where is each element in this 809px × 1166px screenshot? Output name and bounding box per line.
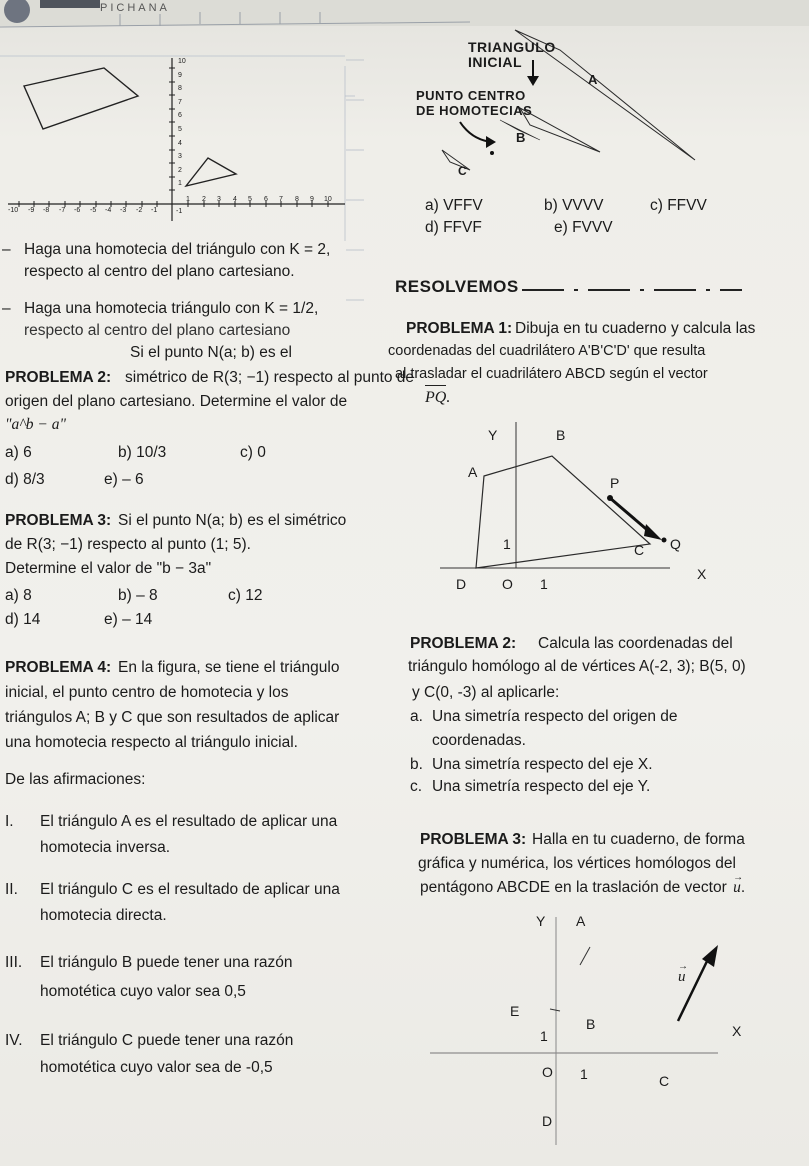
left-p2-opt-c: c) 0 — [240, 444, 266, 461]
x-tick-label: 6 — [264, 196, 268, 203]
right-p3-label — [420, 830, 526, 849]
p4-opt-d: d) FFVF — [425, 219, 482, 236]
vector-u-text: u — [733, 879, 741, 896]
left-p3-line1: Si el punto N(a; b) es el simétrico — [118, 512, 347, 529]
fig-center-2: DE HOMOTECIAS — [416, 103, 533, 118]
fig2-label-e: E — [510, 1003, 520, 1019]
resolvemos-heading: RESOLVEMOS — [395, 277, 519, 296]
right-p2-line1: Calcula las coordenadas del — [538, 635, 733, 652]
x-tick-label: -3 — [120, 207, 127, 214]
right-p1-line2: coordenadas del cuadrilátero A'B'C'D' que resulta — [388, 343, 706, 359]
x-tick-label: 9 — [310, 196, 314, 203]
fig1-label-c: C — [634, 542, 645, 558]
right-p2-item-b-letter: b. — [410, 756, 423, 773]
x-tick-label: -6 — [74, 207, 81, 214]
y-tick-label: 2 — [178, 167, 182, 174]
x-tick-label: 8 — [295, 196, 299, 203]
y-tick-label: 5 — [178, 126, 182, 133]
left-p4-affirm-intro: De las afirmaciones: — [5, 771, 146, 788]
y-tick-label: 7 — [178, 99, 182, 106]
fig1-label-x: X — [697, 566, 707, 582]
left-p2-opt-b: b) 10/3 — [118, 444, 167, 461]
right-p3-line2: gráfica y numérica, los vértices homólogos del — [418, 855, 736, 872]
fig2-label-u-text: u — [678, 969, 686, 985]
right-p1-line3: al trasladar el cuadrilátero ABCD según el vector — [395, 366, 708, 382]
statement-1-line2: homotecia inversa. — [40, 839, 171, 856]
fig2-label-o: O — [542, 1064, 553, 1080]
y-tick-label: 9 — [178, 72, 182, 79]
right-p2-item-a-line1: Una simetría respecto del origen de — [432, 708, 678, 725]
y-tick-label: 4 — [178, 140, 182, 147]
fig2-label-one-x: 1 — [580, 1066, 588, 1082]
x-tick-label: 4 — [233, 196, 237, 203]
right-p3-end: . — [740, 879, 746, 896]
task1-line2: respecto al centro del plano cartesiano. — [24, 263, 295, 280]
fig-label-b: B — [516, 130, 526, 145]
right-p3-line3-text: pentágono ABCDE en la traslación de vector — [420, 879, 732, 896]
header-text: PICHANA — [100, 2, 170, 14]
p4-opt-a: a) VFFV — [425, 197, 483, 214]
p4-opt-c: c) FFVV — [650, 197, 707, 214]
fig2-label-u: → u — [678, 961, 688, 985]
left-p2-expr: "a^b − a" — [5, 416, 67, 433]
left-p2-line2: simétrico de R(3; −1) respecto al punto de — [125, 369, 415, 386]
right-p1-label-text: PROBLEMA 1: — [406, 320, 513, 337]
figure1-graph — [440, 420, 700, 610]
left-p3-opt-e: e) – 14 — [104, 611, 153, 628]
x-tick-label: -5 — [90, 207, 97, 214]
x-tick-label: -8 — [43, 207, 50, 214]
left-p3-opt-a: a) 8 — [5, 587, 32, 604]
cartesian-graph — [0, 36, 370, 256]
task1-line1: Haga una homotecia del triángulo con K = 2, — [24, 241, 331, 258]
fig2-label-a: A — [576, 913, 586, 929]
left-p4-label: PROBLEMA 4: — [5, 659, 112, 676]
statement-3-line1: El triángulo B puede tener una razón — [40, 954, 293, 971]
statement-4-line1: El triángulo C puede tener una razón — [40, 1032, 294, 1049]
statement-2-line2: homotecia directa. — [40, 907, 167, 924]
fig-title-2: INICIAL — [468, 54, 523, 70]
left-p3-line2: de R(3; −1) respecto al punto (1; 5). — [5, 536, 251, 553]
x-tick-label: 1 — [186, 196, 190, 203]
p4-opt-e: e) FVVV — [554, 219, 613, 236]
right-p2-line3: y C(0, -3) al aplicarle: — [412, 684, 560, 701]
y-tick-label: 8 — [178, 85, 182, 92]
right-p3-label-text: PROBLEMA 3: — [420, 831, 527, 848]
left-p4-line1: En la figura, se tiene el triángulo — [118, 659, 340, 676]
figure2-graph — [430, 905, 720, 1145]
right-p2-label-text: PROBLEMA 2: — [410, 635, 517, 652]
x-tick-label: 3 — [217, 196, 221, 203]
fig2-label-d: D — [542, 1113, 553, 1129]
statement-1-line1: El triángulo A es el resultado de aplicar una — [40, 813, 338, 830]
left-p2-line1: Si el punto N(a; b) es el — [130, 344, 292, 361]
task2-line1: Haga una homotecia triángulo con K = 1/2, — [24, 300, 319, 317]
right-p1-vector — [425, 388, 450, 408]
y-tick-label: 6 — [178, 112, 182, 119]
left-p3-opt-b: b) – 8 — [118, 587, 158, 604]
resolvemos-rule — [522, 286, 742, 296]
left-p2-opt-a: a) 6 — [5, 444, 32, 461]
p4-opt-b: b) VVVV — [544, 197, 604, 214]
statement-3-num: III. — [5, 954, 23, 971]
fig2-label-x: X — [732, 1023, 742, 1039]
right-p2-item-a-letter: a. — [410, 708, 423, 725]
fig1-label-y: Y — [488, 427, 498, 443]
statement-2-num: II. — [5, 881, 18, 898]
left-p3-line3: Determine el valor de "b − 3a" — [5, 560, 212, 577]
left-p4-line3: triángulos A; B y C que son resultados de aplicar — [5, 709, 340, 726]
triangle-shape — [186, 158, 236, 186]
left-p4-line4: una homotecia respecto al triángulo inicial. — [5, 734, 298, 751]
x-tick-label: -1 — [151, 207, 158, 214]
right-p1-label — [406, 319, 512, 338]
x-tick-label: -2 — [136, 207, 143, 214]
x-tick-label: 2 — [202, 196, 206, 203]
fig1-label-q: Q — [670, 536, 681, 552]
right-p2-item-c-line1: Una simetría respecto del eje Y. — [432, 778, 651, 795]
statement-4-line2: homotética cuyo valor sea de -0,5 — [40, 1059, 273, 1076]
vector-pq-period: . — [446, 389, 451, 406]
right-p1-line1: Dibuja en tu cuaderno y calcula las — [515, 320, 756, 337]
right-p3-line3: pentágono ABCDE en la traslación de vector → u. — [420, 872, 746, 896]
column-rules — [346, 0, 366, 1166]
left-p2-line3: origen del plano cartesiano. Determine el valor de — [5, 393, 348, 410]
y-tick-label: -1 — [176, 208, 183, 215]
x-tick-label: 10 — [324, 196, 332, 203]
left-p2-opt-e: e) – 6 — [104, 471, 144, 488]
fig-center-1: PUNTO CENTRO — [416, 88, 526, 103]
right-p2-label — [410, 634, 516, 653]
fig1-label-one-x: 1 — [540, 576, 548, 592]
statement-3-line2: homotética cuyo valor sea 0,5 — [40, 983, 246, 1000]
left-p2-opt-d: d) 8/3 — [5, 471, 45, 488]
task2-dash: – — [2, 300, 11, 317]
fig2-label-c: C — [659, 1073, 670, 1089]
left-p3-label: PROBLEMA 3: — [5, 512, 112, 529]
x-tick-label: -4 — [105, 207, 112, 214]
right-p2-item-c-letter: c. — [410, 778, 423, 795]
statement-2-line1: El triángulo C es el resultado de aplicar una — [40, 881, 340, 898]
fig-label-c: C — [458, 164, 467, 178]
x-tick-label: 7 — [279, 196, 283, 203]
fig2-label-y: Y — [536, 913, 546, 929]
statement-4-num: IV. — [5, 1032, 23, 1049]
fig2-label-b: B — [586, 1016, 596, 1032]
x-tick-label: -10 — [8, 207, 19, 214]
fig1-label-d: D — [456, 576, 467, 592]
fig1-label-one-y: 1 — [503, 536, 511, 552]
task1-dash: – — [2, 241, 11, 258]
x-tick-label: 5 — [248, 196, 252, 203]
fig1-label-a: A — [468, 464, 478, 480]
left-p4-line2: inicial, el punto centro de homotecia y los — [5, 684, 289, 701]
statement-1-num: I. — [5, 813, 14, 830]
y-tick-label: 3 — [178, 153, 182, 160]
vector-pq-text: PQ — [425, 389, 447, 406]
fig-label-a: A — [588, 72, 598, 87]
fig1-label-b: B — [556, 427, 566, 443]
fig1-label-p: P — [610, 475, 620, 491]
right-p2-line2: triángulo homólogo al de vértices A(-2, 3); B(5, 0) — [408, 658, 746, 675]
right-p3-line1: Halla en tu cuaderno, de forma — [532, 831, 745, 848]
x-tick-label: -9 — [28, 207, 35, 214]
left-p2-label: PROBLEMA 2: — [5, 369, 112, 386]
fig2-label-one-y: 1 — [540, 1028, 548, 1044]
y-tick-label: 10 — [178, 58, 186, 65]
right-p2-item-a-line2: coordenadas. — [432, 732, 526, 749]
fig-title-1: TRIANGULO — [468, 39, 556, 55]
x-tick-label: -7 — [59, 207, 66, 214]
y-tick-label: 1 — [178, 180, 182, 187]
task2-line2: respecto al centro del plano cartesiano — [24, 322, 291, 339]
left-p3-opt-d: d) 14 — [5, 611, 41, 628]
left-p3-opt-c: c) 12 — [228, 587, 263, 604]
fig1-label-o: O — [502, 576, 513, 592]
right-p2-item-b-line1: Una simetría respecto del eje X. — [432, 756, 653, 773]
quadrilateral-shape — [24, 68, 138, 129]
